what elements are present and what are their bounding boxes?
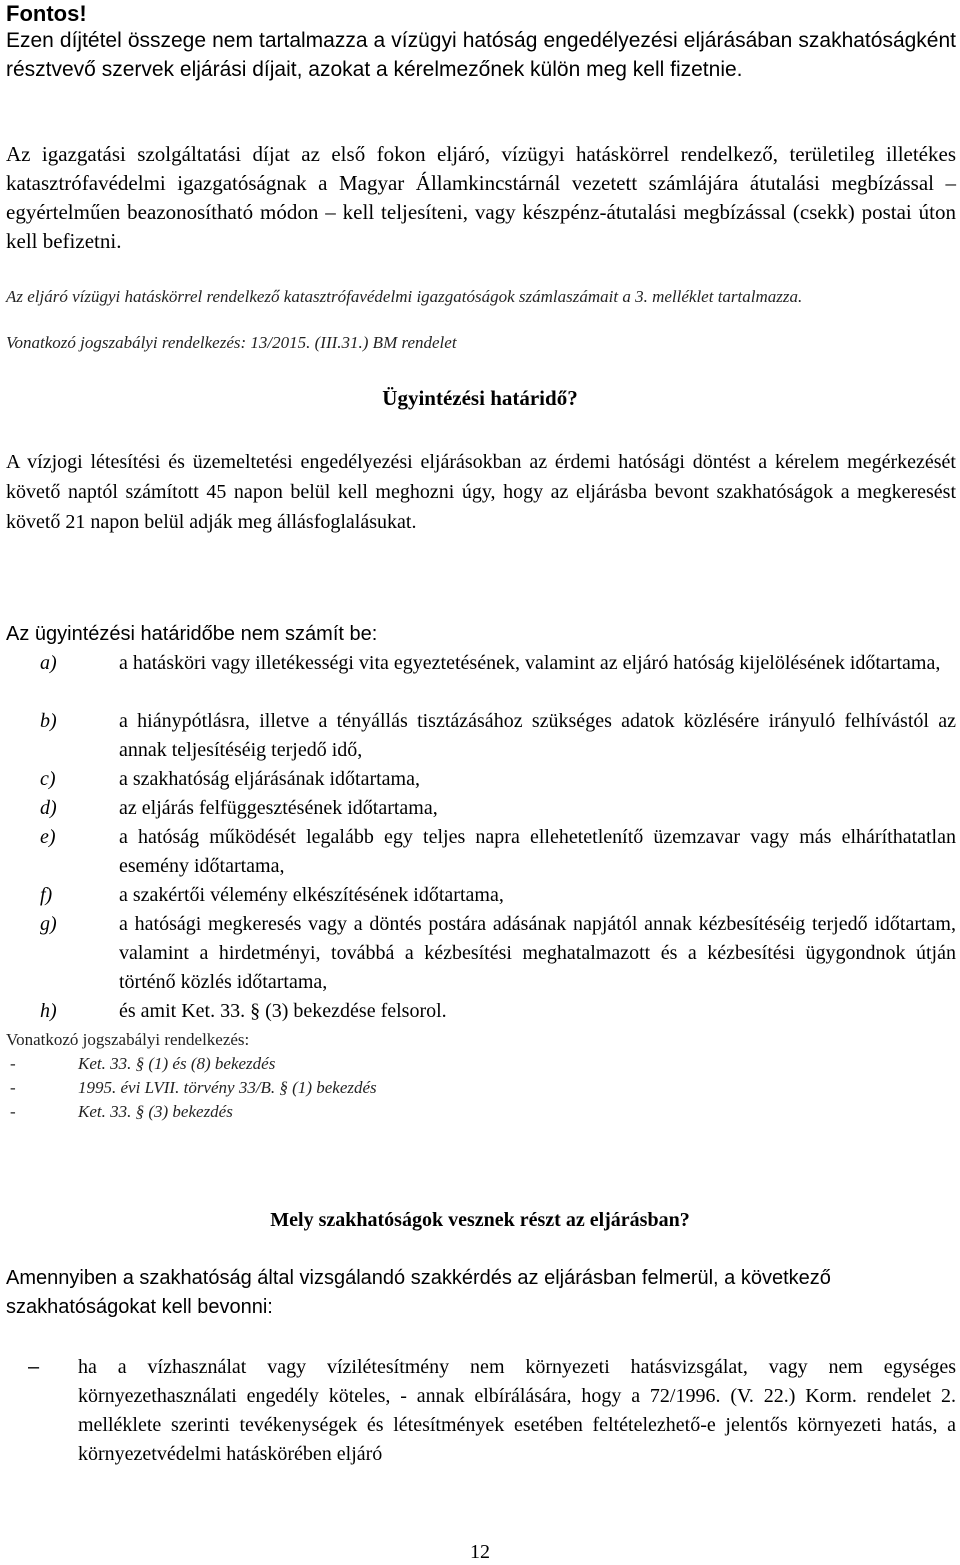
reference-text: 1995. évi LVII. törvény 33/B. § (1) bekezdés bbox=[78, 1078, 377, 1097]
account-numbers-note: Az eljáró vízügyi hatáskörrel rendelkező katasztrófavédelmi igazgatóságok számlaszámait a 3. melléklet tartalmazza. bbox=[6, 287, 803, 306]
bullet-text: ha a vízhasználat vagy vízilétesítmény nem környezeti hatásvizsgálat, vagy nem egységes környezethasználati engedély köteles, - annak elbírálására, hogy a 72/1996. (V. 22.) Korm. rendelet 2. melléklete szerinti tevékenységek és létesítmények esetében feltételezhető-e jelentős környezeti hatás, a környezetvédelmi hatáskörében eljáró bbox=[78, 1356, 956, 1465]
list-item bbox=[6, 794, 956, 823]
reference-item bbox=[6, 1052, 275, 1076]
bullet-dash: – bbox=[28, 1356, 40, 1378]
page-number: 12 bbox=[470, 1541, 490, 1563]
reference-text: Ket. 33. § (1) és (8) bekezdés bbox=[78, 1054, 276, 1073]
authorities-heading: Mely szakhatóságok vesznek részt az eljárásban? bbox=[270, 1209, 690, 1231]
list-item bbox=[6, 707, 956, 765]
list-item-text: a hatóság működését legalább egy teljes napra ellehetetlenítő üzemzavar vagy más elháríthatatlan esemény időtartama, bbox=[119, 826, 956, 877]
list-item-label: h) bbox=[40, 1000, 57, 1022]
list-item-text: a hiánypótlásra, illetve a tényállás tisztázásához szükséges adatok közlésére irányuló felhívástól az annak teljesítéséig terjedő idő, bbox=[119, 710, 956, 761]
legal-reference-note: Vonatkozó jogszabályi rendelkezés: 13/2015. (III.31.) BM rendelet bbox=[6, 333, 457, 352]
excluded-periods-intro: Az ügyintézési határidőbe nem számít be: bbox=[6, 623, 378, 645]
reference-dash: - bbox=[10, 1078, 16, 1097]
deadline-paragraph: A vízjogi létesítési és üzemeltetési engedélyezési eljárásokban az érdemi hatósági döntést a kérelem megérkezését követő naptól számított 45 napon belül kell meghozni úgy, hogy az eljárásba bevont szakhatóságok a megkeresést követő 21 napon belül adják meg állásfoglalásukat. bbox=[6, 451, 956, 533]
references-title: Vonatkozó jogszabályi rendelkezés: bbox=[6, 1030, 250, 1049]
important-note-paragraph: Ezen díjtétel összege nem tartalmazza a vízügyi hatóság engedélyezési eljárásában szakhatóságként résztvevő szervek eljárási díjait, azokat a kérelmezőnek külön meg kell fizetnie. bbox=[6, 29, 956, 81]
list-item-label: d) bbox=[40, 797, 57, 819]
important-heading: Fontos! bbox=[6, 1, 87, 26]
list-item bbox=[6, 649, 956, 678]
list-item-text: a hatósági megkeresés vagy a döntés postára adásának napjától annak kézbesítéséig terjedő időtartam, valamint a hirdetményi, továbbá a kézbesítési meghatalmazott és a kézbesítési ügygondnok útján történő közlés időtartama, bbox=[119, 913, 956, 993]
list-item bbox=[6, 881, 956, 910]
bullet-item bbox=[6, 1353, 956, 1469]
list-item-label: f) bbox=[40, 884, 53, 906]
list-item-text: és amit Ket. 33. § (3) bekezdése felsorol. bbox=[119, 1000, 447, 1022]
list-item-label: g) bbox=[40, 913, 57, 935]
authorities-intro: Amennyiben a szakhatóság által vizsgálandó szakkérdés az eljárásban felmerül, a következő szakhatóságokat kell bevonni: bbox=[6, 1267, 831, 1318]
list-item-label: a) bbox=[40, 652, 57, 674]
reference-dash: - bbox=[10, 1102, 16, 1121]
list-item-text: a szakhatóság eljárásának időtartama, bbox=[119, 768, 420, 790]
list-item-text: az eljárás felfüggesztésének időtartama, bbox=[119, 797, 438, 819]
reference-dash: - bbox=[10, 1054, 16, 1073]
list-item bbox=[6, 823, 956, 881]
list-item bbox=[6, 997, 956, 1026]
reference-text: Ket. 33. § (3) bekezdés bbox=[78, 1102, 233, 1121]
list-item-label: e) bbox=[40, 826, 56, 848]
list-item-label: b) bbox=[40, 710, 57, 732]
list-item-text: a szakértői vélemény elkészítésének időtartama, bbox=[119, 884, 504, 906]
fee-payment-paragraph: Az igazgatási szolgáltatási díjat az első fokon eljáró, vízügyi hatáskörrel rendelkező, területileg illetékes katasztrófavédelmi igazgatóságnak a Magyar Államkincstárnál vezetett számlájára átutalási megbízással – egyértelműen beazonosítható módon – kell teljesíteni, vagy készpénz-átutalási megbízással (csekk) postai úton kell befizetni. bbox=[6, 142, 956, 253]
list-item-label: c) bbox=[40, 768, 56, 790]
reference-item bbox=[6, 1076, 377, 1100]
list-item bbox=[6, 910, 956, 997]
reference-item bbox=[6, 1100, 233, 1124]
deadline-heading: Ügyintézési határidő? bbox=[382, 386, 578, 410]
list-item bbox=[6, 765, 956, 794]
list-item-text: a hatásköri vagy illetékességi vita egyeztetésének, valamint az eljáró hatóság kijelölésének időtartama, bbox=[119, 652, 941, 674]
